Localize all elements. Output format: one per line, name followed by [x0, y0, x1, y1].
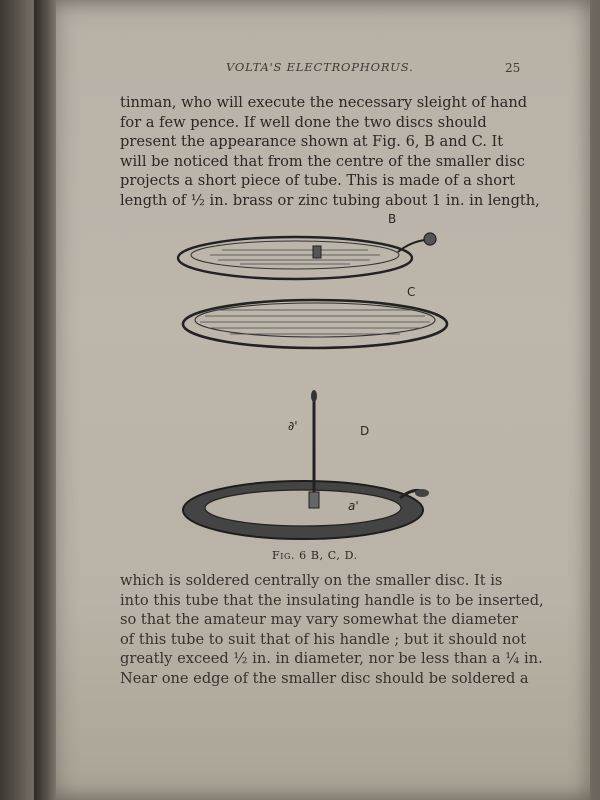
label-d: D: [360, 424, 370, 438]
text-line: which is soldered centrally on the smaller disc. It is: [120, 572, 503, 589]
text-line: greatly exceed ½ in. in diameter, nor be less than a ¼ in.: [120, 650, 543, 668]
figure-caption: Fig. 6 B, C, D.: [272, 549, 358, 562]
text-line: of this tube to suit that of his handle ; but it should not: [120, 630, 527, 648]
label-b: B: [388, 212, 397, 226]
text-line: into this tube that the insulating handle is to be inserted,: [120, 591, 544, 609]
text-line: present the appearance shown at Fig. 6, B and C. It: [120, 133, 504, 151]
text-line: projects a short piece of tube. This is made of a short: [120, 172, 515, 190]
label-handle: ∂': [288, 419, 298, 433]
disc-d-drawing: [183, 390, 429, 539]
label-disc: a': [348, 499, 359, 513]
label-c: C: [407, 285, 416, 299]
running-header: VOLTA'S ELECTROPHORUS.: [226, 60, 414, 74]
figure-illustration: [170, 210, 460, 540]
text-line: tinman, who will execute the necessary sleight of hand: [120, 94, 528, 111]
text-line: so that the amateur may vary somewhat the diameter: [120, 611, 518, 629]
text-line: Near one edge of the smaller disc should be soldered a: [120, 669, 529, 687]
disc-c-drawing: [183, 300, 447, 348]
paragraph-top: [120, 93, 540, 211]
disc-b-drawing: [178, 233, 436, 279]
text-line: for a few pence. If well done the two discs should: [120, 113, 487, 131]
book-spine: [34, 0, 56, 800]
figure-electrophorus: [170, 210, 460, 540]
text-line: will be noticed that from the centre of the smaller disc: [120, 152, 525, 170]
paragraph-bottom: [120, 571, 544, 689]
page-number: 25: [505, 61, 521, 75]
text-line: length of ½ in. brass or zinc tubing about 1 in. in length,: [120, 191, 540, 209]
